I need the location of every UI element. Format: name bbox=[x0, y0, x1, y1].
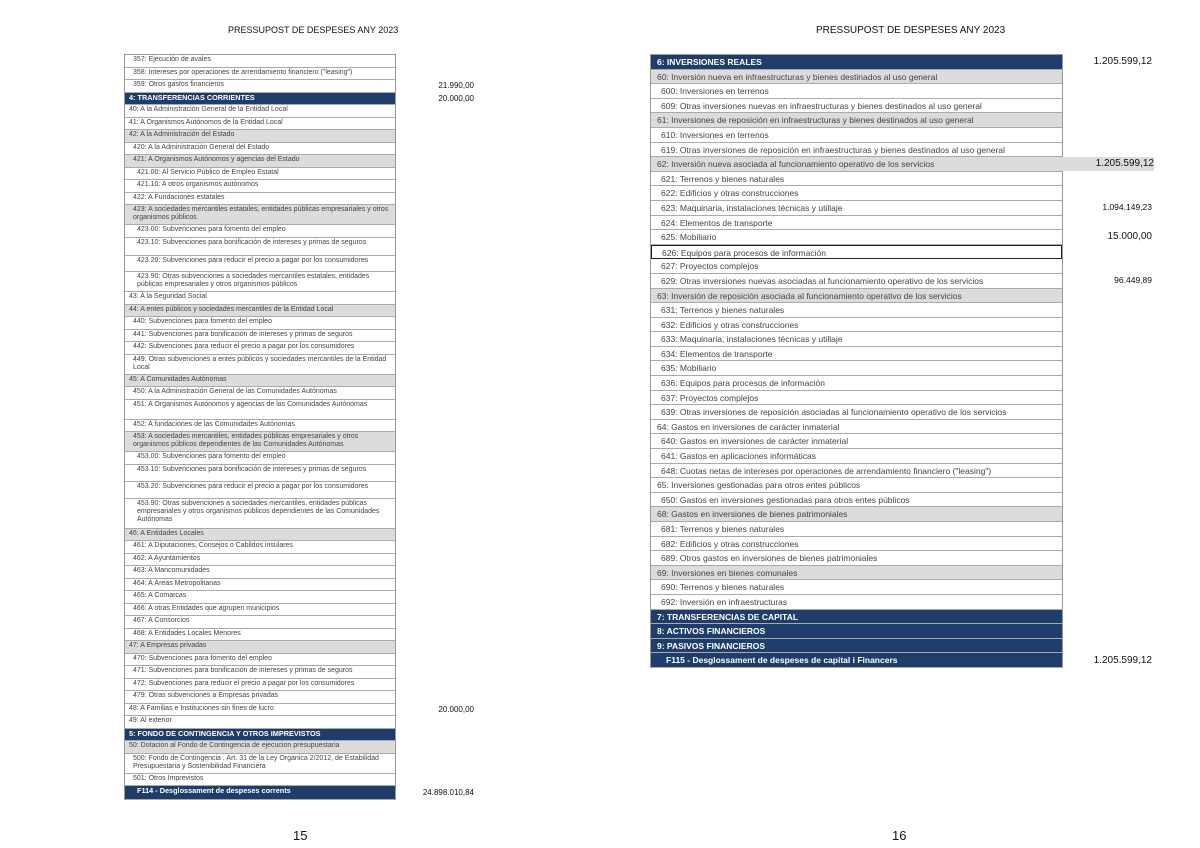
table-row bbox=[125, 400, 395, 420]
table-row bbox=[125, 272, 395, 292]
table-row bbox=[125, 529, 395, 542]
row-label: 69: Inversiones en bienes comunales bbox=[657, 567, 798, 578]
table-row bbox=[125, 541, 395, 554]
row-label: 452: A fundaciones de las Comunidades Autónomas bbox=[133, 420, 295, 428]
row-label: 640: Gastos en inversiones de carácter inmaterial bbox=[661, 436, 849, 447]
row-label: 50: Dotacion al Fondo de Contingencia de ejecucion presupuestaria bbox=[129, 742, 340, 749]
row-label: 45: A Comunidades Autónomas bbox=[129, 375, 227, 383]
row-label: 453.10: Subvenciones para bonificación de intereses y primas de seguros bbox=[137, 465, 367, 473]
table-row bbox=[125, 205, 395, 225]
table-row bbox=[125, 616, 395, 629]
table-row bbox=[651, 464, 1062, 479]
row-label: 451: A Organismos Autónomos y agencias de las Comunidades Autónomas bbox=[133, 400, 368, 408]
table-row bbox=[651, 230, 1062, 245]
row-label: 625: Mobiliario bbox=[661, 232, 717, 243]
table-row bbox=[125, 193, 395, 206]
table-row bbox=[651, 84, 1062, 99]
row-label: 423.90: Otras subvenciones a sociedades mercantiles estatales, entidades públicas empresariales y otros organismos públicos bbox=[137, 273, 370, 288]
table-row bbox=[125, 256, 395, 273]
row-label: 4: TRANSFERENCIAS CORRIENTES bbox=[129, 92, 255, 102]
row-label: 423.20: Subvenciones para reducir el precio a pagar por los consumidores bbox=[137, 256, 369, 264]
row-label: 632: Edificios y otras construcciones bbox=[661, 319, 799, 330]
row-label: 629: Otras inversiones nuevas asociadas al funcionamiento operativo de los servicios bbox=[661, 275, 984, 286]
table-row bbox=[651, 99, 1062, 114]
row-label: 468: A Entidades Locales Menores bbox=[133, 629, 241, 637]
table-row bbox=[651, 303, 1062, 318]
row-label: 48: A Familias e Instituciones sin fines de lucro bbox=[129, 704, 274, 712]
amount-value: 1.205.599,12 bbox=[1062, 157, 1154, 171]
table-row bbox=[125, 305, 395, 318]
row-label: 46: A Entidades Locales bbox=[129, 529, 204, 537]
table-row bbox=[125, 355, 395, 375]
table-row bbox=[651, 391, 1062, 406]
page-number: 15 bbox=[293, 828, 308, 843]
row-label: 65: Inversiones gestionadas para otros entes públicos bbox=[657, 480, 861, 491]
row-label: 464: A Áreas Metropolitanas bbox=[133, 579, 221, 587]
row-label: 648: Cuotas netas de intereses por operaciones de arrendamiento financiero ("leasing") bbox=[661, 465, 992, 476]
document-title: PRESSUPOST DE DESPESES ANY 2023 bbox=[228, 25, 399, 35]
row-label: 622: Edificios y otras construcciones bbox=[661, 188, 799, 199]
page-number: 16 bbox=[892, 828, 907, 843]
table-row bbox=[125, 130, 395, 143]
table-row bbox=[651, 289, 1062, 304]
table-row bbox=[125, 420, 395, 433]
row-label: F114 - Desglossament de despeses corrents bbox=[137, 786, 291, 795]
row-label: 639: Otras inversiones de reposición asociadas al funcionamiento operativo de los servicios bbox=[661, 407, 1007, 418]
table-row bbox=[651, 113, 1062, 128]
table-row bbox=[651, 55, 1062, 70]
table-row bbox=[125, 155, 395, 168]
row-label: 633: Maquinaria, instalaciones técnicas y utillaje bbox=[661, 334, 843, 345]
table-row bbox=[125, 330, 395, 343]
row-label: 453.20: Subvenciones para reducir el precio a pagar por los consumidores bbox=[137, 482, 369, 490]
table-row bbox=[651, 186, 1062, 201]
table-row bbox=[125, 641, 395, 654]
row-label: 64: Gastos en inversiones de carácter inmaterial bbox=[657, 421, 840, 432]
table-row bbox=[651, 522, 1062, 537]
table-row bbox=[125, 375, 395, 388]
row-label: 442: Subvenciones para reducir el precio a pagar por los consumidores bbox=[133, 343, 355, 350]
row-label: 470: Subvenciones para fomento del empleo bbox=[133, 654, 272, 662]
table-row bbox=[125, 482, 395, 499]
row-label: 461: A Diputaciones, Consejos o Cabildos insulares bbox=[133, 542, 293, 549]
row-label: 68: Gastos en inversiones de bienes patrimoniales bbox=[657, 509, 848, 520]
table-row bbox=[651, 639, 1062, 654]
table-row bbox=[125, 317, 395, 330]
row-label: 453: A sociedades mercantiles, entidades públicas empresariales y otros organismos públicos dependientes de las Comunidades Autónomas bbox=[133, 433, 359, 448]
table-row bbox=[125, 566, 395, 579]
table-row bbox=[125, 654, 395, 667]
table-row bbox=[651, 245, 1062, 260]
row-label: 42: A la Administración del Estado bbox=[129, 131, 235, 138]
table-row bbox=[125, 452, 395, 465]
row-label: 471: Subvenciones para bonificación de intereses y primas de seguros bbox=[133, 667, 353, 674]
table-row bbox=[651, 624, 1062, 639]
table-row bbox=[125, 774, 395, 787]
row-label: 501: Otros Imprevistos bbox=[133, 774, 204, 782]
table-row bbox=[651, 566, 1062, 581]
document-title: PRESSUPOST DE DESPESES ANY 2023 bbox=[816, 25, 1006, 36]
table-row bbox=[125, 741, 395, 754]
table-row bbox=[651, 216, 1062, 231]
row-label: 421.10: A otros organismos autónomos bbox=[137, 181, 259, 188]
row-label: 692: Inversión en infraestructuras bbox=[661, 596, 788, 607]
table-row bbox=[651, 128, 1062, 143]
table-row bbox=[651, 318, 1062, 333]
row-label: 619: Otras inversiones de reposición en infraestructuras y bienes destinados al uso general bbox=[661, 144, 1005, 155]
table-row bbox=[125, 679, 395, 692]
table-row bbox=[651, 610, 1062, 625]
row-label: 44: A entes públicos y sociedades mercantiles de la Entidad Local bbox=[129, 305, 334, 313]
row-label: 600: Inversiones en terrenos bbox=[661, 86, 769, 97]
row-label: 621: Terrenos y bienes naturales bbox=[661, 173, 785, 184]
row-label: 422: A Fundaciones estatales bbox=[133, 193, 225, 201]
expense-table-current bbox=[124, 54, 396, 800]
table-row bbox=[125, 754, 395, 774]
row-label: 40: A la Administración General de la Entidad Local bbox=[129, 106, 288, 113]
row-label: 627: Proyectos complejos bbox=[661, 261, 759, 272]
amount-value: 15.000,00 bbox=[1107, 231, 1152, 243]
row-label: 421: A Organismos Autónomos y agencias del Estado bbox=[133, 156, 300, 163]
table-row bbox=[651, 361, 1062, 376]
table-row bbox=[651, 274, 1062, 289]
row-label: 359: Otros gastos financieros bbox=[133, 81, 225, 88]
row-label: 634: Elementos de transporte bbox=[661, 348, 773, 359]
table-row bbox=[125, 342, 395, 355]
table-row bbox=[651, 551, 1062, 566]
table-row bbox=[125, 238, 395, 256]
table-row bbox=[651, 332, 1062, 347]
table-row bbox=[651, 478, 1062, 493]
row-label: 441: Subvenciones para bonificación de intereses y primas de seguros bbox=[133, 330, 353, 338]
row-label: F115 - Desglossament de despeses de capital i Financers bbox=[666, 655, 898, 666]
right-page bbox=[600, 0, 1200, 848]
amount-value: 1.205.599,12 bbox=[1093, 56, 1152, 67]
row-label: 7: TRANSFERENCIAS DE CAPITAL bbox=[657, 611, 799, 622]
row-label: 5: FONDO DE CONTINGENCIA Y OTROS IMPREVISTOS bbox=[129, 728, 321, 738]
table-row bbox=[651, 653, 1062, 668]
table-row bbox=[651, 595, 1062, 610]
table-row bbox=[651, 201, 1062, 216]
row-label: 41: A Organismos Autónomos de la Entidad Local bbox=[129, 118, 283, 126]
row-label: 626: Equipos para procesos de información bbox=[662, 247, 826, 258]
row-label: 637: Proyectos complejos bbox=[661, 392, 759, 403]
table-row bbox=[125, 432, 395, 452]
row-label: 623: Maquinaria, instalaciones técnicas y utillaje bbox=[661, 202, 843, 213]
row-label: 631: Terrenos y bienes naturales bbox=[661, 305, 785, 316]
row-label: 689: Otros gastos en inversiones de bienes patrimoniales bbox=[661, 553, 878, 564]
row-label: 682: Edificios y otras construcciones bbox=[661, 538, 799, 549]
row-label: 450: A la Administración General de las Comunidades Autónomas bbox=[133, 388, 337, 395]
table-row bbox=[125, 499, 395, 529]
table-row bbox=[651, 405, 1062, 420]
table-row bbox=[651, 434, 1062, 449]
table-row bbox=[651, 347, 1062, 362]
table-row bbox=[651, 537, 1062, 552]
row-label: 453.00: Subvenciones para fomento del empleo bbox=[137, 453, 286, 460]
table-row bbox=[125, 80, 395, 93]
table-row bbox=[125, 387, 395, 400]
row-label: 8: ACTIVOS FINANCIEROS bbox=[657, 626, 766, 637]
row-label: 9: PASIVOS FINANCIEROS bbox=[657, 640, 765, 651]
row-label: 610: Inversiones en terrenos bbox=[661, 129, 769, 140]
row-label: 466: A otras Entidades que agrupen municipios bbox=[133, 604, 280, 612]
row-label: 449: Otras subvenciones a entes públicos y sociedades mercantiles de la Entidad Local bbox=[133, 355, 387, 371]
amount-value: 96.449,89 bbox=[1114, 275, 1152, 285]
row-label: 43: A la Seguridad Social bbox=[129, 293, 207, 300]
row-label: 60: Inversión nueva en infraestructuras y bienes destinados al uso general bbox=[657, 71, 938, 82]
row-label: 420: A la Administración General del Estado bbox=[133, 143, 270, 151]
amount-value: 1.205.599,12 bbox=[1093, 654, 1152, 666]
row-label: 472: Subvenciones para reducir el precio a pagar por los consumidores bbox=[133, 679, 355, 687]
row-label: 465: A Comarcas bbox=[133, 592, 187, 599]
amount-value: 20.000,00 bbox=[438, 704, 474, 714]
table-row bbox=[125, 292, 395, 305]
row-label: 423.10: Subvenciones para bonificación de intereses y primas de seguros bbox=[137, 238, 367, 246]
row-label: 62: Inversión nueva asociada al funcionamiento operativo de los servicios bbox=[657, 159, 935, 170]
amount-value: 1.094.149,23 bbox=[1102, 202, 1152, 212]
table-row bbox=[651, 420, 1062, 435]
expense-table-capital bbox=[650, 54, 1063, 668]
row-label: 635: Mobiliario bbox=[661, 363, 717, 374]
table-row bbox=[125, 225, 395, 238]
table-row bbox=[125, 55, 395, 68]
row-label: 609: Otras inversiones nuevas en infraestructuras y bienes destinados al uso general bbox=[661, 100, 982, 111]
row-label: 61: Inversiones de reposición en infraestructuras y bienes destinados al uso general bbox=[657, 115, 974, 126]
table-row bbox=[651, 493, 1062, 508]
table-row bbox=[125, 716, 395, 729]
table-row bbox=[125, 629, 395, 642]
table-row bbox=[651, 507, 1062, 522]
amount-value: 24.898.010,84 bbox=[422, 788, 474, 797]
row-label: 6: INVERSIONES REALES bbox=[657, 57, 762, 67]
amount-value: 21.990,00 bbox=[438, 81, 474, 90]
table-row bbox=[651, 376, 1062, 391]
amount-value: 20.000,00 bbox=[438, 93, 474, 103]
row-label: 421.00: Al Servicio Público de Empleo Estatal bbox=[137, 168, 279, 176]
row-label: 624: Elementos de transporte bbox=[661, 217, 773, 228]
row-label: 641: Gastos en aplicaciones informáticas bbox=[661, 451, 816, 462]
table-row bbox=[125, 180, 395, 193]
table-row bbox=[125, 118, 395, 131]
row-label: 423: A sociedades mercantiles estatales, entidades públicas empresariales y otros organismos públicos bbox=[133, 206, 389, 221]
row-label: 479: Otras subvenciones a Empresas privadas bbox=[133, 692, 279, 699]
table-row bbox=[651, 172, 1062, 187]
table-row bbox=[651, 580, 1062, 595]
row-label: 358: Intereses por operaciones de arrendamiento financiero ("leasing") bbox=[133, 68, 353, 76]
table-row bbox=[125, 604, 395, 617]
row-label: 463: A Mancomunidades bbox=[133, 567, 210, 574]
row-label: 467: A Consorcios bbox=[133, 617, 190, 624]
table-row bbox=[125, 704, 395, 717]
row-label: 423.00: Subvenciones para fomento del empleo bbox=[137, 226, 286, 233]
table-row bbox=[651, 259, 1062, 274]
table-row bbox=[651, 157, 1062, 172]
row-label: 453.90: Otras subvenciones a sociedades mercantiles, entidades públicas empresariales y otros organismos públicos dependientes de las Comunidades Autónomas bbox=[137, 499, 380, 523]
row-label: 357: Ejecución de avales bbox=[133, 56, 211, 63]
row-label: 47: A Empresas privadas bbox=[129, 642, 207, 649]
table-row bbox=[125, 93, 395, 106]
table-row bbox=[125, 786, 395, 800]
row-label: 462: A Ayuntamientos bbox=[133, 554, 201, 562]
table-row bbox=[125, 465, 395, 482]
table-row bbox=[125, 105, 395, 118]
row-label: 636: Equipos para procesos de información bbox=[661, 378, 825, 389]
table-row bbox=[125, 68, 395, 81]
row-label: 690: Terrenos y bienes naturales bbox=[661, 582, 785, 593]
table-row bbox=[125, 729, 395, 742]
table-row bbox=[125, 666, 395, 679]
row-label: 63: Inversión de reposición asociada al funcionamiento operativo de los servicios bbox=[657, 290, 962, 301]
row-label: 650: Gastos en inversiones gestionadas para otros entes públicos bbox=[661, 494, 910, 505]
row-label: 440: Subvenciones para fomento del empleo bbox=[133, 318, 272, 325]
table-row bbox=[125, 168, 395, 181]
table-row bbox=[125, 143, 395, 156]
row-label: 681: Terrenos y bienes naturales bbox=[661, 524, 785, 534]
table-row bbox=[125, 691, 395, 704]
row-label: 49: Al exterior bbox=[129, 717, 172, 724]
table-row bbox=[651, 70, 1062, 85]
table-row bbox=[125, 579, 395, 592]
row-label: 500: Fondo de Contingencia . Art. 31 de la Ley Organica 2/2012, de Estabilidad Presupuestaria y Sostenibilidad Financiera bbox=[133, 754, 379, 770]
table-row bbox=[651, 449, 1062, 464]
table-row bbox=[125, 554, 395, 567]
table-row bbox=[651, 143, 1062, 158]
table-row bbox=[125, 591, 395, 604]
